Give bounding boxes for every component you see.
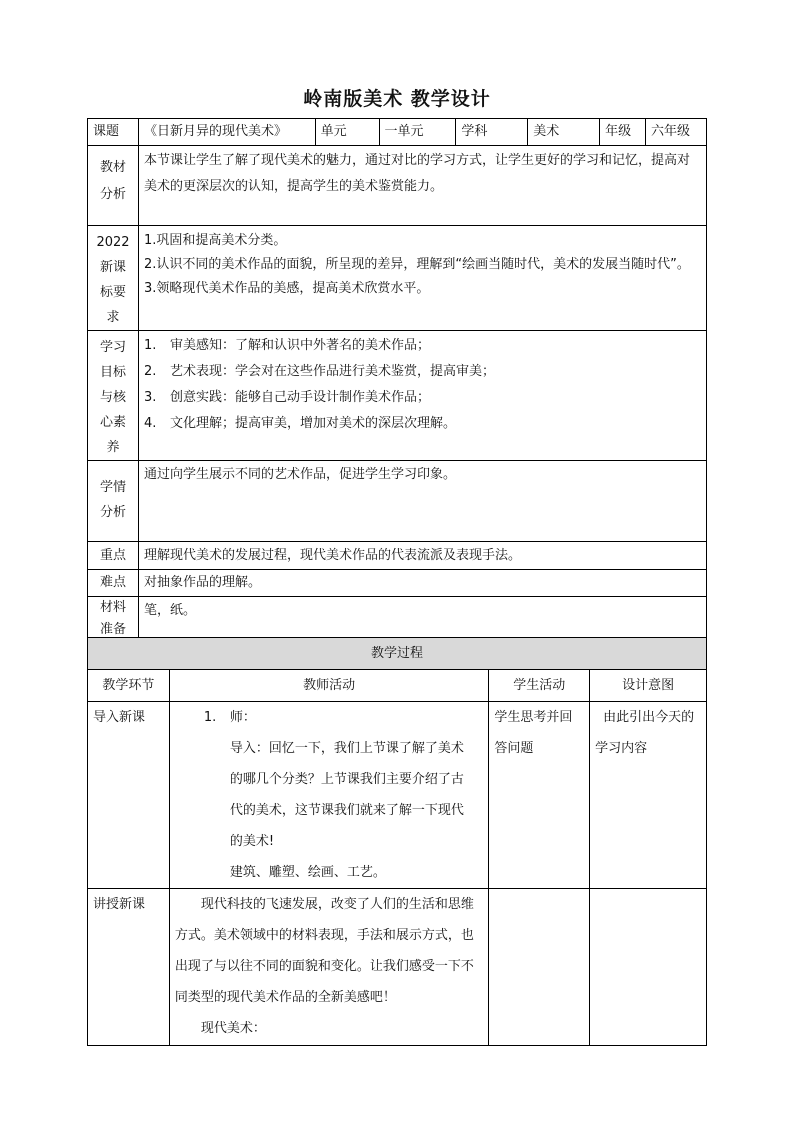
materials-text: 笔，纸。 [138,597,706,643]
goals-label-line: 养 [106,440,120,455]
analysis-text: 本节课让学生了解了现代美术的魅力，通过对比的学习方式，让学生更好的学习和记忆，提高对美术的更深层次的认知，提高学生的美术鉴赏能力。 [138,146,706,226]
goal-text: 艺术表现：学会对在这些作品进行美术鉴赏，提高审美； [169,364,495,379]
lesson-info-table [87,118,707,643]
intent-cell: 由此引出今天的学习内容 [590,702,707,889]
goals-label [88,331,139,461]
students-label [88,461,139,542]
materials-label-line: 准备 [99,622,126,637]
unit-value: 一单元 [379,119,456,146]
keypoint-text: 理解现代美术的发展过程，现代美术作品的代表流派及表现手法。 [138,542,706,570]
goal-num: 1. [143,338,157,353]
requirements-label-line: 新课 [99,260,126,275]
keypoint-label: 重点 [88,542,139,570]
teacher-head [204,702,483,733]
goal-num: 4. [143,416,157,431]
teacher-line: 的美术! [229,834,275,849]
subject-value: 美术 [528,119,600,146]
requirements-label-line: 标要 [99,285,126,300]
difficulty-label: 难点 [88,570,139,597]
column-header-student: 学生活动 [489,670,590,702]
goal-text: 审美感知：了解和认识中外著名的美术作品； [169,338,430,353]
requirements-label [88,226,139,331]
intent-cell [590,889,707,1046]
grade-label: 年级 [600,119,646,146]
teacher-line: 的哪几个分类？上节课我们主要介绍了古 [229,772,464,787]
teacher-paragraph: 现代科技的飞速发展，改变了人们的生活和思维方式。美术领域中的材料表现，手法和展示方式，也出现了与以往不同的面貌和变化。让我们感受一下不同类型的现代美术作品的全新美感吧！ [174,897,474,1005]
goals-label-line: 与核 [99,390,126,405]
teacher-line: 建筑、雕塑、绘画、工艺。 [229,865,386,880]
teacher-head-text: 师： [229,710,256,725]
goal-text: 文化理解；提高审美，增加对美术的深层次理解。 [169,416,456,431]
requirements-text [138,226,706,331]
goal-num: 3. [143,390,157,405]
requirements-line: 1.巩固和提高美术分类。 [143,233,287,248]
analysis-label [88,146,139,226]
teacher-cell [169,702,488,889]
goal-item [144,359,701,385]
student-cell: 学生思考并回答问题 [489,702,590,889]
table-row [88,702,707,889]
stage-cell: 讲授新课 [88,889,170,1046]
requirements-line: 3.领略现代美术作品的美感，提高美术欣赏水平。 [143,281,430,296]
teacher-lines [204,733,483,888]
students-label-line: 分析 [99,505,126,520]
column-header-stage: 教学环节 [88,670,170,702]
goal-text: 创意实践：能够自己动手设计制作美术作品； [169,390,430,405]
subject-label: 学科 [456,119,528,146]
course-label: 课题 [88,119,139,146]
materials-label-line: 材料 [99,600,126,615]
process-header: 教学过程 [88,638,707,670]
goal-item [144,411,701,437]
teacher-line: 代的美术，这节课我们就来了解一下现代 [229,803,464,818]
teacher-tail: 现代美术： [200,1021,266,1036]
requirements-label-line: 2022 [96,235,130,250]
process-table [87,637,707,1046]
table-row [88,889,707,1046]
teacher-line: 导入：回忆一下，我们上节课了解了美术 [229,741,464,756]
stage-cell: 导入新课 [88,702,170,889]
students-text: 通过向学生展示不同的艺术作品，促进学生学习印象。 [138,461,706,542]
goals-label-line: 心素 [99,415,126,430]
students-label-line: 学情 [99,480,126,495]
difficulty-text: 对抽象作品的理解。 [138,570,706,597]
doc-title: 岭南版美术 教学设计 [303,88,491,110]
column-header-intent: 设计意图 [590,670,707,702]
goal-item [144,333,701,359]
analysis-label-text: 教材分析 [99,160,126,202]
requirements-label-line: 求 [106,310,120,325]
grade-value: 六年级 [646,119,707,146]
materials-label [88,597,139,643]
goal-item [144,385,701,411]
unit-label: 单元 [315,119,379,146]
goals-list [138,331,706,461]
requirements-line: 2.认识不同的美术作品的面貌，所呈现的差异，理解到“绘画当随时代，美术的发展当随时代”。 [143,257,690,272]
goals-label-line: 目标 [99,365,126,380]
column-header-teacher: 教师活动 [169,670,488,702]
course-value: 《日新月异的现代美术》 [138,119,315,146]
teacher-cell [169,889,488,1046]
goal-num: 2. [143,364,157,379]
student-cell [489,889,590,1046]
goals-label-line: 学习 [99,340,126,355]
teacher-num: 1. [203,710,217,725]
